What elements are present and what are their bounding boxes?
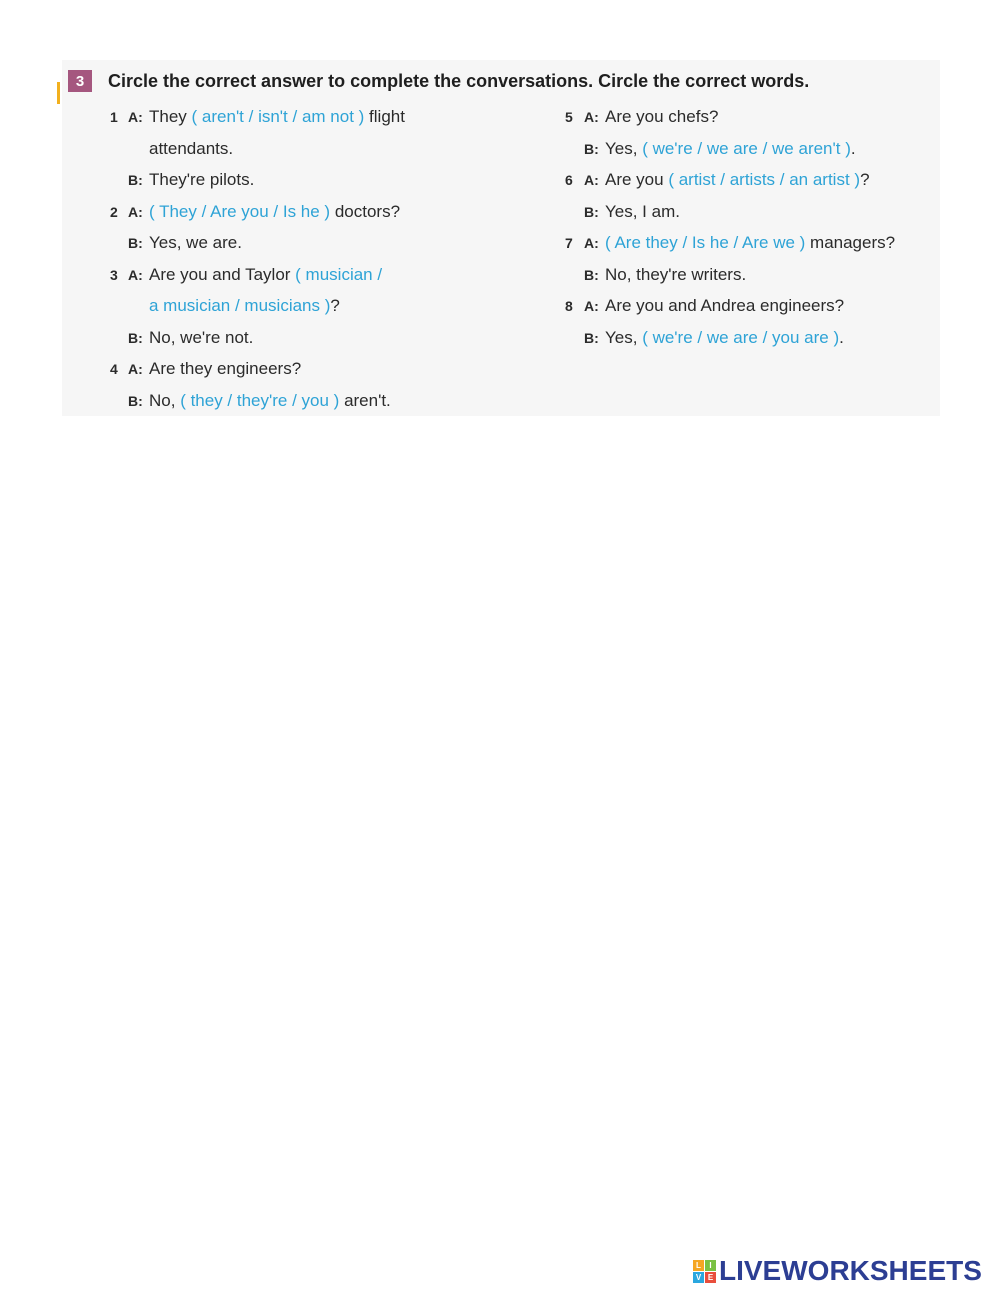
dialogue-line bbox=[149, 138, 233, 160]
dialogue-text: No, we're not. bbox=[149, 327, 254, 347]
item-number: 4 bbox=[110, 361, 118, 377]
dialogue-text: managers? bbox=[805, 233, 896, 252]
answer-options[interactable]: ( They / Are you / Is he ) bbox=[149, 201, 331, 221]
exercise-number-badge: 3 bbox=[68, 70, 92, 92]
answer-options[interactable]: ( we're / we are / you are ) bbox=[642, 327, 840, 347]
dialogue-line bbox=[149, 390, 391, 412]
answer-options[interactable]: a musician / musicians ) bbox=[149, 296, 331, 315]
dialogue-text: Yes, bbox=[605, 138, 643, 158]
dialogue-text: No, bbox=[149, 390, 181, 410]
speaker-label: B: bbox=[128, 172, 143, 188]
dialogue-line bbox=[149, 232, 242, 254]
speaker-label: A: bbox=[128, 266, 143, 283]
dialogue-text: ? bbox=[860, 170, 870, 189]
item-number: 8 bbox=[565, 298, 573, 314]
item-number: 1 bbox=[110, 109, 118, 125]
dialogue-line bbox=[149, 264, 382, 286]
dialogue-text: . bbox=[850, 138, 856, 158]
speaker-label: B: bbox=[584, 140, 599, 157]
speaker-label: A: bbox=[584, 235, 599, 251]
exercise-instruction: Circle the correct answer to complete the conversations. Circle the correct words. bbox=[108, 71, 810, 91]
dialogue-line bbox=[605, 201, 680, 223]
logo-cell: V bbox=[693, 1272, 704, 1283]
dialogue-line bbox=[605, 138, 856, 160]
dialogue-text: They bbox=[149, 107, 192, 126]
dialogue-text: ? bbox=[330, 296, 340, 315]
speaker-label: B: bbox=[128, 235, 143, 251]
answer-options[interactable]: ( aren't / isn't / am not ) bbox=[191, 107, 365, 126]
speaker-label: A: bbox=[584, 298, 599, 314]
speaker-label: B: bbox=[584, 329, 599, 346]
dialogue-line bbox=[149, 169, 254, 191]
answer-options[interactable]: ( musician / bbox=[295, 264, 383, 284]
answer-options[interactable]: ( they / they're / you ) bbox=[180, 390, 340, 410]
dialogue-text: Yes, I am. bbox=[605, 201, 680, 221]
answer-options[interactable]: ( Are they / Is he / Are we ) bbox=[605, 233, 806, 252]
dialogue-text: Are they engineers? bbox=[149, 359, 302, 378]
dialogue-text: . bbox=[839, 327, 844, 347]
speaker-label: A: bbox=[128, 361, 143, 377]
speaker-label: A: bbox=[128, 109, 143, 125]
dialogue-line bbox=[605, 232, 895, 254]
answer-options[interactable]: ( artist / artists / an artist ) bbox=[668, 170, 861, 189]
item-number: 5 bbox=[565, 109, 573, 125]
liveworksheets-logo bbox=[693, 1255, 982, 1287]
dialogue-line bbox=[149, 106, 405, 128]
logo-cell: E bbox=[705, 1272, 716, 1283]
dialogue-text: They're pilots. bbox=[149, 170, 255, 189]
speaker-label: A: bbox=[128, 203, 143, 220]
answer-options[interactable]: ( we're / we are / we aren't ) bbox=[642, 138, 851, 158]
speaker-label: B: bbox=[128, 392, 143, 409]
dialogue-line bbox=[149, 295, 340, 317]
dialogue-line bbox=[149, 327, 253, 349]
dialogue-line bbox=[605, 106, 718, 128]
dialogue-line bbox=[605, 295, 844, 317]
logo-text: LIVEWORKSHEETS bbox=[719, 1255, 982, 1286]
accent-bar bbox=[57, 82, 60, 104]
logo-cell: L bbox=[693, 1260, 704, 1271]
speaker-label: B: bbox=[584, 266, 599, 283]
dialogue-text: Are you bbox=[605, 170, 669, 189]
speaker-label: A: bbox=[584, 109, 599, 125]
speaker-label: A: bbox=[584, 172, 599, 188]
dialogue-text: aren't. bbox=[339, 390, 391, 410]
item-number: 2 bbox=[110, 203, 118, 220]
dialogue-text: No, they're writers. bbox=[605, 264, 747, 284]
dialogue-text: Are you chefs? bbox=[605, 107, 719, 126]
dialogue-text: doctors? bbox=[330, 201, 401, 221]
dialogue-text: Yes, we are. bbox=[149, 233, 242, 252]
dialogue-line bbox=[605, 169, 870, 191]
logo-cell: I bbox=[705, 1260, 716, 1271]
speaker-label: B: bbox=[584, 203, 599, 220]
dialogue-line bbox=[149, 201, 400, 223]
dialogue-line bbox=[605, 264, 746, 286]
speaker-label: B: bbox=[128, 329, 143, 346]
dialogue-text: Yes, bbox=[605, 327, 643, 347]
item-number: 3 bbox=[110, 266, 118, 283]
dialogue-text: Are you and Andrea engineers? bbox=[605, 296, 845, 315]
item-number: 7 bbox=[565, 235, 573, 251]
dialogue-text: flight bbox=[364, 107, 405, 126]
logo-icon bbox=[693, 1260, 716, 1283]
item-number: 6 bbox=[565, 172, 573, 188]
dialogue-line bbox=[605, 327, 844, 349]
dialogue-line bbox=[149, 358, 301, 380]
dialogue-text: Are you and Taylor bbox=[149, 264, 296, 284]
dialogue-text: attendants. bbox=[149, 138, 234, 158]
